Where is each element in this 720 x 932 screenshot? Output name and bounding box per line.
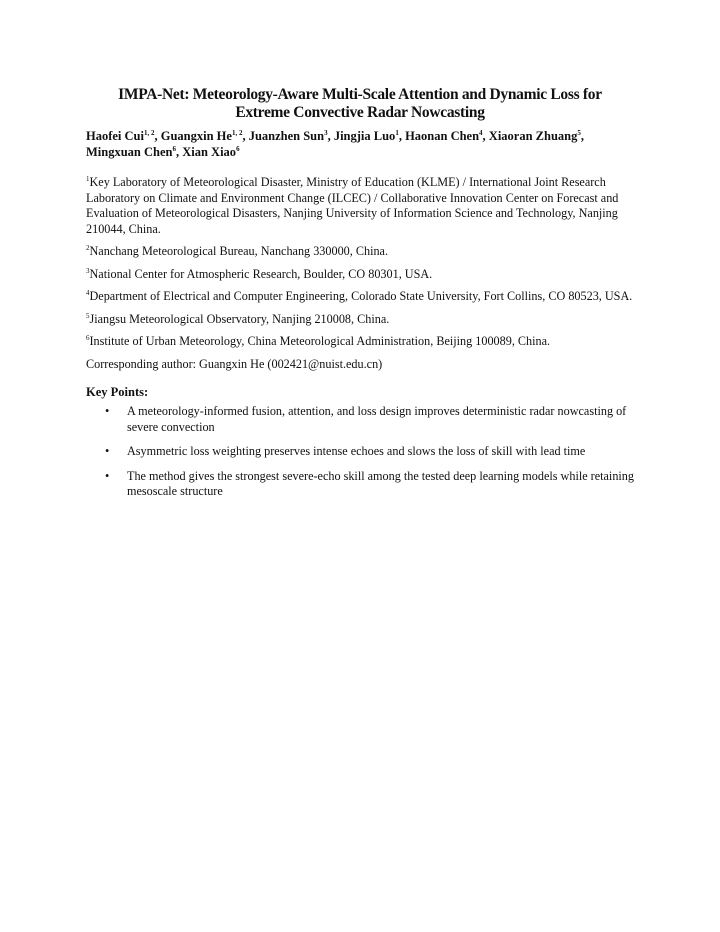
bullet-icon: •: [105, 404, 110, 418]
affiliation-number: 2: [86, 244, 90, 252]
author: [334, 129, 405, 143]
key-point-text: The method gives the strongest severe-echo skill among the tested deep learning models while retaining mesoscale structure: [127, 468, 634, 498]
affiliation-text: Jiangsu Meteorological Observatory, Nanjing 210008, China.: [89, 311, 390, 326]
key-point-text: Asymmetric loss weighting preserves intense echoes and slows the loss of skill with lead time: [127, 444, 586, 458]
key-point-text: A meteorology-informed fusion, attention, and loss design improves deterministic radar nowcasting of severe convection: [127, 404, 627, 434]
title-line-1: IMPA-Net: Meteorology-Aware Multi-Scale Attention and Dynamic Loss for: [118, 86, 602, 103]
author: [489, 129, 584, 143]
affiliation: [86, 334, 634, 350]
author-affiliation-marker: 1, 2: [143, 129, 155, 137]
affiliation-number: 1: [86, 175, 90, 183]
key-points-heading: Key Points:: [86, 385, 149, 399]
corresponding-author: Corresponding author: Guangxin He (002421@nuist.edu.cn): [86, 356, 383, 371]
author-separator: ,: [398, 129, 406, 143]
affiliation-number: 3: [86, 266, 90, 275]
title-line-2: Extreme Convective Radar Nowcasting: [235, 104, 485, 121]
author-affiliation-marker: 5: [577, 129, 581, 137]
author-separator: ,: [327, 129, 334, 143]
author-name: Jingjia Luo: [333, 129, 396, 143]
author-name: Juanzhen Sun: [248, 129, 325, 143]
author-list: [86, 128, 634, 160]
author: [249, 129, 334, 143]
author: [161, 129, 249, 143]
author: [86, 129, 161, 143]
bullet-icon: •: [105, 468, 110, 483]
affiliation: [86, 175, 634, 237]
author-separator: ,: [154, 129, 161, 143]
author-separator: ,: [242, 129, 249, 143]
author: [405, 129, 489, 143]
affiliation-text: Key Laboratory of Meteorological Disaster, Ministry of Education (KLME) / International Joint Research Laboratory on Climate and Environment Change (ILCEC) / Collaborative Innovation Center on Forecast and Evaluation of Meteorological Disasters, Nanjing University of Information Science and Technology, Nanjing 210044, China.: [86, 175, 619, 236]
author-separator: ,: [175, 145, 183, 159]
author-separator: ,: [482, 129, 489, 143]
author-name: Guangxin He: [160, 129, 232, 143]
key-points-list: [86, 404, 634, 500]
author-affiliation-marker: 6: [236, 145, 240, 153]
author: [86, 145, 182, 159]
bullet-icon: •: [105, 444, 110, 458]
author-affiliation-marker: 4: [479, 129, 483, 137]
author-name: Mingxuan Chen: [86, 145, 173, 159]
paper-title: [86, 86, 634, 122]
author-name: Xian Xiao: [182, 145, 237, 159]
affiliation-text: National Center for Atmospheric Research, Boulder, CO 80301, USA.: [89, 266, 433, 281]
author-separator: ,: [580, 129, 584, 143]
affiliation-text: Nanchang Meteorological Bureau, Nanchang 330000, China.: [89, 244, 389, 258]
key-point: [86, 404, 634, 435]
author-affiliation-marker: 1, 2: [231, 129, 243, 137]
author-affiliation-marker: 6: [172, 145, 176, 153]
affiliation: [86, 267, 634, 283]
affiliation: [86, 289, 634, 305]
key-point: [86, 469, 634, 500]
author-name: Xiaoran Zhuang: [488, 129, 578, 143]
author: [182, 145, 239, 159]
author-name: Haonan Chen: [405, 129, 480, 143]
affiliations: [86, 175, 634, 350]
author-name: Haofei Cui: [86, 129, 144, 143]
author-affiliation-marker: 1: [395, 129, 399, 137]
affiliation-number: 5: [86, 311, 90, 320]
author-affiliation-marker: 3: [324, 129, 328, 137]
key-points: [86, 384, 634, 500]
affiliation: [86, 244, 634, 260]
affiliation-number: 6: [86, 334, 90, 342]
key-point: [86, 444, 634, 460]
affiliation-text: Institute of Urban Meteorology, China Meteorological Administration, Beijing 100089, China.: [89, 334, 551, 348]
affiliation-text: Department of Electrical and Computer Engineering, Colorado State University, Fort Collins, CO 80523, USA.: [89, 289, 633, 303]
affiliation: [86, 312, 634, 328]
affiliation-number: 4: [86, 289, 90, 297]
